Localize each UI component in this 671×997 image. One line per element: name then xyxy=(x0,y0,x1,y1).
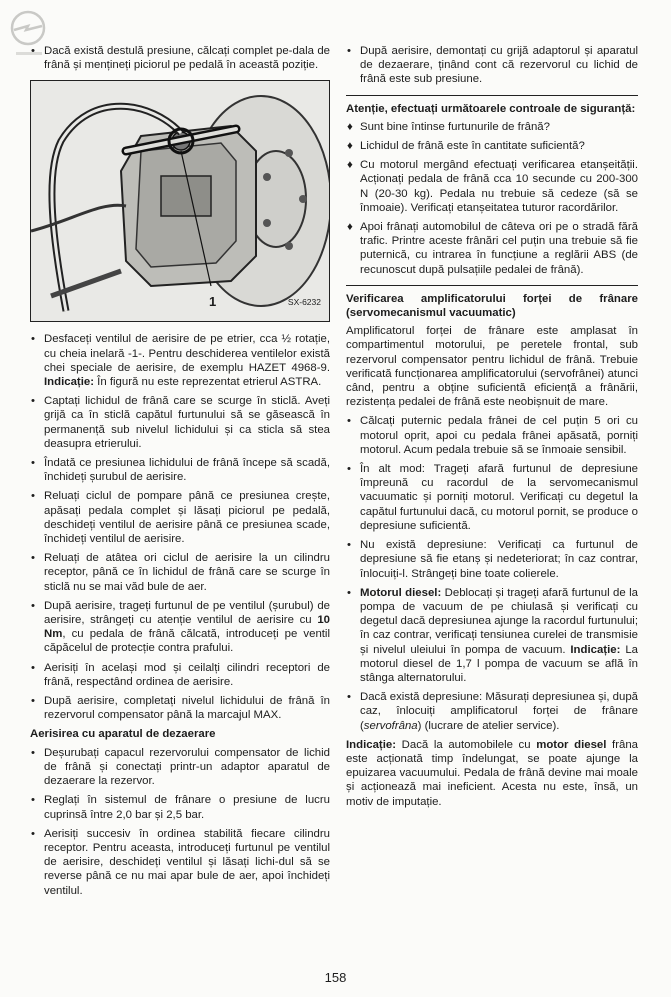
list-item: • Îndată ce presiunea lichidului de frână începe să scadă, închideți șurubul de aerisire. xyxy=(31,457,330,484)
list-item: • Deșurubați capacul rezervorului compensator de lichid de frână și conectați printr-un adaptor aparatul de dezaerare la rezervor. xyxy=(31,746,330,788)
list-item: • După aerisire, demontați cu grijă adaptorul și aparatul de dezaerare, ținând cont că rezervorul cu lichid de frână este sub presiune. xyxy=(347,45,638,86)
servo-heading: Verificarea amplificatorului forței de frânare (servomecanismul vacuumatic) xyxy=(346,292,638,320)
diamond-bullet-icon: ♦ xyxy=(347,159,353,172)
checklist-item: ♦ Lichidul de frână este în cantitate suficientă? xyxy=(347,140,585,153)
diamond-bullet-icon: ♦ xyxy=(347,120,353,133)
list-item: • După aerisire, completați nivelul lichidului de frână în rezervorul compensator până la marcajul MAX. xyxy=(31,695,330,722)
list-item: • Nu există depresiune: Verificați ca furtunul de depresiune să fie etanș și nedeteriorat; în caz contrar, înlocuiți-l. Strângeți bine toate colierele. xyxy=(347,539,638,580)
servo-intro: Amplificatorul forței de frânare este amplasat în compartimentul motorului, pe peretele frontal, sub rezervorul compensator pentru lichidul de frână. Trebuie verificată funcționarea amplificatorului (servofrânei) atunci când, pentru a obține suficientă eficiență a frânării, rezistența pedalei de frână este neobișnuit de mare. xyxy=(346,325,638,409)
list-item: • Călcați puternic pedala frânei de cel puțin 5 ori cu motorul oprit, apoi cu pedala frânei apăsată, porniți motorul. Acum pedala trebuie să se înmoaie sensibil. xyxy=(347,415,638,456)
list-item: • Aerisiți succesiv în ordinea stabilită fiecare cilindru receptor. Pentru aceasta, introduceți furtunul pe ventilul de aerisire, deschideți ventilul și lăsați lichi-dul să se reverse până ce nu mai apar bule de aer, apoi închideți ventilul. xyxy=(31,827,330,897)
list-item: • Reglați în sistemul de frânare o presiune de lucru cuprinsă între 2,0 bar și 2,5 bar. xyxy=(31,794,330,821)
section-heading-dezaerare: Aerisirea cu aparatul de dezaerare xyxy=(30,728,216,741)
list-item: • Dacă există depresiune: Măsurați depresiunea și, după caz, înlocuiți amplificatorul forței de frânare (servofrâna) (lucrare de atelier service). xyxy=(347,691,638,732)
left-main-bullets xyxy=(30,332,330,722)
list-item: • Desfaceți ventilul de aerisire de pe etrier, cca ½ rotație, cu cheia inelară -1-. Pentru deschiderea ventilelor există chei speciale de aerisire, de exemplu HAZET 4968-9. Indicație: În figură nu este reprezentat etrierul ASTRA. xyxy=(31,333,330,389)
checklist-item: ♦ Sunt bine întinse furtunurile de frână? xyxy=(347,120,550,133)
brake-bleeding-figure xyxy=(30,80,330,322)
list-item: • Dacă există destulă presiune, călcați complet pe-dala de frână și mențineți piciorul pe pedală în această poziție. xyxy=(31,45,330,72)
diamond-bullet-icon: ♦ xyxy=(347,140,353,153)
diamond-bullet-icon: ♦ xyxy=(347,221,353,234)
page-number: 158 xyxy=(324,970,347,985)
list-item: • Reluați de atâtea ori ciclul de aerisire la un cilindru receptor, până ce în lichidul de frână care se scurge în sticlă nu se mai văd bule de aer. xyxy=(31,552,330,593)
figure-code: SX-6232 xyxy=(287,297,321,308)
figure-callout-number: 1 xyxy=(209,294,217,310)
list-item: • Captați lichidul de frână care se scurge în sticlă. Aveți grijă ca în sticlă capătul furtunului să se găsească în permanență sub nivelul lichidului și ca sticla să stea deasupra etrierului. xyxy=(31,395,330,450)
safety-heading: Atenție, efectuați următoarele controale de siguranță: xyxy=(346,102,636,115)
right-top-bullets xyxy=(346,44,638,87)
dezaerare-bullets xyxy=(30,746,330,898)
checklist-item: ♦ Apoi frânați automobilul de câteva ori pe o stradă fără trafic. Printre aceste frânări cel puțin una trebuie să fie puternică, cu intrarea în funcțiune a reglării ABS (de recunoscut după pulsațiile pedalei de frână). xyxy=(347,221,638,276)
left-column xyxy=(30,44,330,903)
left-top-bullets xyxy=(30,44,330,72)
list-item: • Reluați ciclul de pompare până ce presiunea crește, apăsați pedala complet și lăsați piciorul pe pedală, deschideți ventilul de aerisire până ce presiunea scade, închideți ventilul de aerisire. xyxy=(31,490,330,546)
servo-bullets xyxy=(346,414,638,732)
list-item: • După aerisire, trageți furtunul de pe ventilul (șurubul) de aerisire, strângeți cu atenție ventilul de aerisire cu 10 Nm, cu pedala de frână călcată, introduceți pe ventil căpăcelul de protecție contra prafului. xyxy=(31,599,330,655)
final-note: Indicație: Dacă la automobilele cu motor diesel frâna este acționată timp îndelungat, se poate ajunge la epuizarea vacuumului. Pedala de frână devine mai moale și acționează mai ineficient. Acesta nu este, însă, un motiv de imputație. xyxy=(346,738,638,808)
list-item: • Motorul diesel: Deblocați și trageți afară furtunul de la pompa de vacuum de pe chiulasă și verificați cu degetul dacă depresiunea ajunge la racordul furtunului; în caz contrar, verificați tensiunea curelei de transmisie și nivelul uleiului în pompa de vacuum. Indicație: La motorul diesel de 1,7 l pompa de vacuum se află în stânga alternatorului. xyxy=(347,586,639,684)
divider xyxy=(346,95,638,96)
brake-caliper-illustration-icon xyxy=(31,81,329,321)
list-item: • În alt mod: Trageți afară furtunul de depresiune împreună cu racordul de la servomecanismul vacuumatic și porniți motorul. Verificați cu degetul la capătul furtunului dacă, cu motorul pornit, se produce o depresiune suficientă. xyxy=(347,463,638,532)
checklist-item: ♦ Cu motorul mergând efectuați verificarea etanșeității. Acționați pedala de frână cca 10 secunde cu 200-300 N (20-30 kg). Pedala nu trebuie să cedeze (să se înmoaie). Verificați etanșeitatea tuturor racordărilor. xyxy=(347,159,638,214)
divider xyxy=(346,285,638,286)
safety-checklist xyxy=(346,120,638,277)
right-column xyxy=(346,44,638,814)
list-item: • Aerisiți în același mod și ceilalți cilindri receptori de frână, respectând ordinea de aerisire. xyxy=(31,661,330,688)
